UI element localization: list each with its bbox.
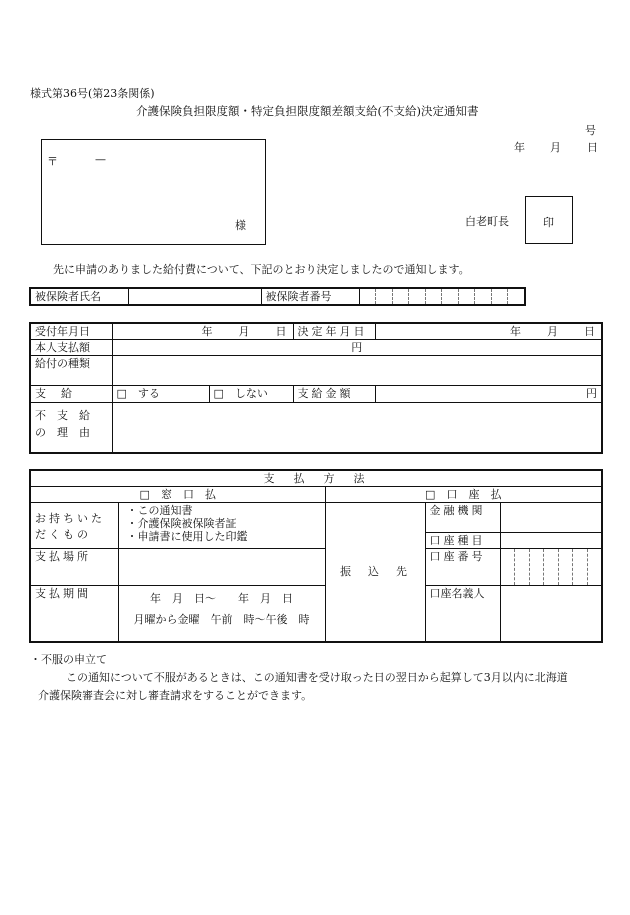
appeal-heading: ・不服の申立て: [30, 653, 107, 666]
bring-label-line1: お持ちいた: [35, 512, 105, 525]
reason-line2: の 理 由: [35, 426, 90, 439]
appeal-line2: 介護保険審査会に対し審査請求をすることができます。: [38, 689, 313, 702]
date-year: 年: [514, 141, 525, 154]
number-label: 号: [585, 124, 596, 137]
self-pay-field[interactable]: [112, 340, 602, 356]
date-day: 日: [587, 141, 598, 154]
form-number: 様式第36号(第23条関係): [30, 87, 155, 100]
insured-number-field[interactable]: [359, 288, 525, 305]
self-pay-label: 本人支払額: [30, 340, 112, 356]
seal-label: 印: [543, 216, 554, 229]
bring-label-line2: だくもの: [35, 528, 91, 541]
payment-period-hours: 月曜から金曜 午前 時〜午後 時: [133, 613, 310, 626]
payment-period-label: 支払期間: [30, 586, 118, 642]
payment-place-label: 支払場所: [30, 549, 118, 586]
insured-number-label: 被保険者番号: [261, 288, 359, 305]
decided-month: 月: [547, 325, 558, 338]
nonpayment-reason-label: [30, 403, 112, 453]
address-box[interactable]: [41, 139, 266, 245]
received-date-field[interactable]: [112, 323, 293, 340]
decided-year: 年: [510, 325, 521, 338]
date-month: 月: [550, 141, 561, 154]
window-payment-option[interactable]: □ 窓 口 払: [30, 487, 325, 503]
benefit-type-field[interactable]: [112, 356, 602, 386]
payment-method-title: 支 払 方 法: [30, 470, 602, 487]
benefit-type-label: 給付の種類: [30, 356, 112, 386]
decision-table: [29, 322, 603, 454]
items-to-bring-list: [118, 503, 325, 549]
decided-date-label: 決定年月日: [293, 323, 375, 340]
received-year: 年: [201, 325, 213, 338]
bank-field[interactable]: [500, 503, 602, 533]
transfer-label: 振 込 先: [325, 503, 425, 642]
bring-item: ・介護保険被保険者証: [126, 517, 237, 530]
payment-place-field[interactable]: [118, 549, 325, 586]
payment-method-table: [29, 469, 603, 643]
payment-no-option[interactable]: □ しない: [209, 386, 293, 403]
decided-date-field[interactable]: [375, 323, 602, 340]
account-holder-field[interactable]: [500, 586, 602, 642]
account-number-field[interactable]: [500, 549, 602, 586]
document-title: 介護保険負担限度額・特定負担限度額差額支給(不支給)決定通知書: [136, 104, 479, 118]
received-date-label: 受付年月日: [30, 323, 112, 340]
addressee-honorific: 様: [235, 219, 246, 232]
account-type-label: 口座種目: [425, 533, 500, 549]
payment-period-dates: 年 月 日〜 年 月 日: [150, 592, 293, 605]
amount-label: 支給金額: [293, 386, 375, 403]
insured-table: [29, 287, 526, 306]
amount-yen: 円: [586, 387, 597, 400]
appeal-line1: この通知について不服があるときは、この通知書を受け取った日の翌日から起算して3月以内に北海道: [66, 671, 568, 684]
bank-label: 金融機関: [425, 503, 500, 533]
decided-day: 日: [584, 325, 595, 338]
account-number-label: 口座番号: [425, 549, 500, 586]
insured-name-label: 被保険者氏名: [30, 288, 128, 305]
intro-text: 先に申請のありました給付費について、下記のとおり決定しましたので通知します。: [53, 263, 470, 276]
seal-box: [525, 196, 573, 244]
account-type-field[interactable]: [500, 533, 602, 549]
postal-mark: 〒: [47, 155, 58, 168]
reason-line1: 不 支 給: [35, 409, 90, 422]
account-payment-option[interactable]: □ 口 座 払: [325, 487, 602, 503]
payment-yes-option[interactable]: □ する: [112, 386, 209, 403]
payment-period-field[interactable]: [118, 586, 325, 642]
bring-item: ・この通知書: [126, 504, 193, 517]
self-pay-yen: 円: [351, 341, 363, 354]
amount-field[interactable]: [375, 386, 602, 403]
payment-label: 支 給: [30, 386, 112, 403]
postal-dash: —: [95, 153, 106, 166]
received-month: 月: [238, 325, 250, 338]
account-holder-label: 口座名義人: [425, 586, 500, 642]
issuer-name: 白老町長: [465, 215, 509, 228]
items-to-bring-label: [30, 503, 118, 549]
received-day: 日: [275, 325, 287, 338]
insured-name-field[interactable]: [128, 288, 261, 305]
bring-item: ・申請書に使用した印鑑: [126, 530, 248, 543]
nonpayment-reason-field[interactable]: [112, 403, 602, 453]
